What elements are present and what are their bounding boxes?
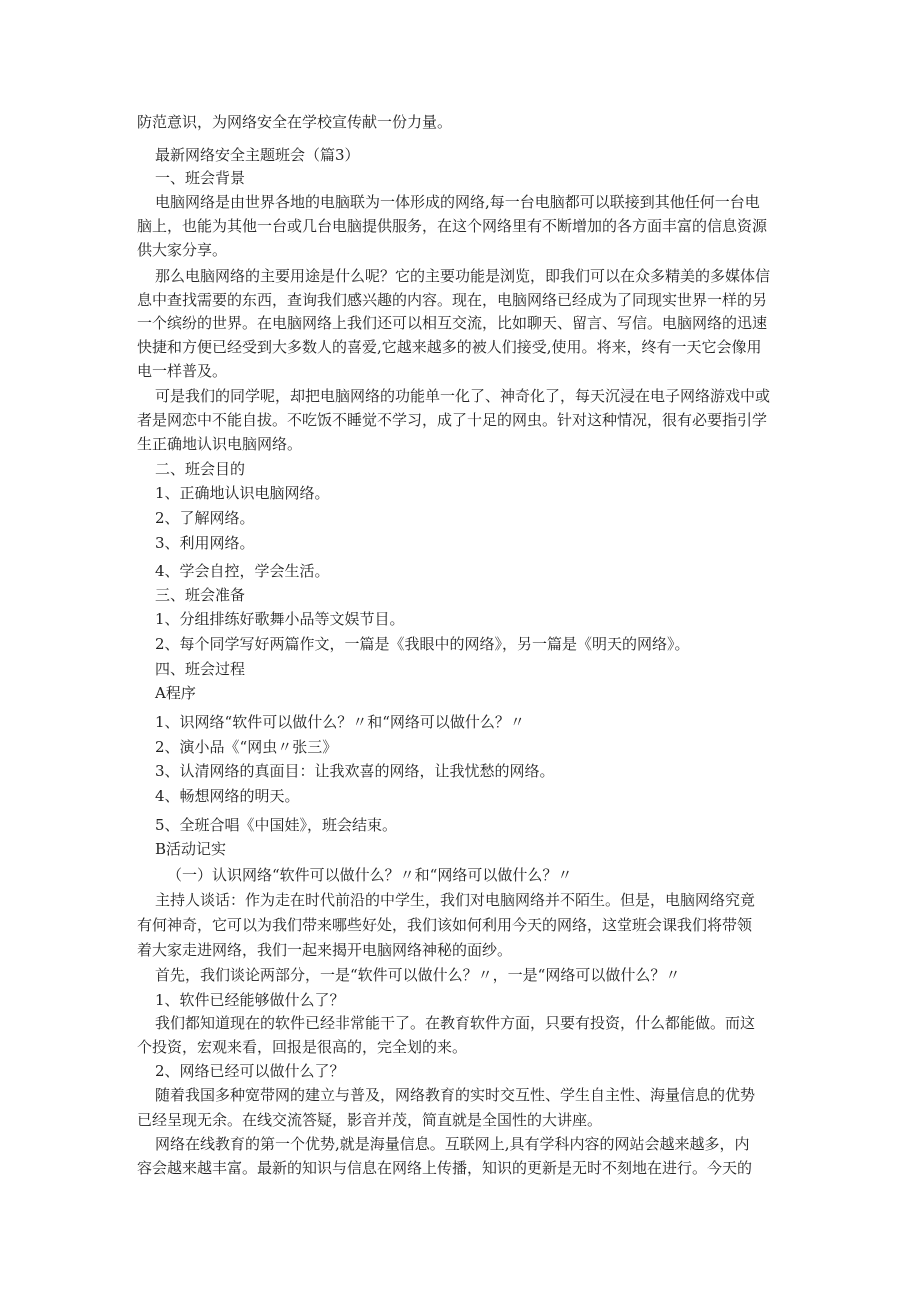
text-line: 者是网恋中不能自拔。不吃饭不睡觉不学习，成了十足的网虫。针对这种情况，很有必要指引学 <box>137 411 768 429</box>
heading: 四、班会过程 <box>155 660 246 678</box>
list-item: 1、软件已经能够做什么了？ <box>155 991 345 1009</box>
heading: 一、班会背景 <box>155 169 246 187</box>
list-item: 3、认清网络的真面目：让我欢喜的网络，让我忧愁的网络。 <box>155 762 555 780</box>
list-item: 2、演小品《“网虫〃张三》 <box>155 738 338 756</box>
text-line: 我们都知道现在的软件已经非常能干了。在教育软件方面，只要有投资，什么都能做。而这 <box>155 1014 756 1032</box>
heading: 三、班会准备 <box>155 586 246 604</box>
text-line: 供大家分享。 <box>137 241 228 259</box>
list-item: 1、识网络“软件可以做什么？〃和“网络可以做什么？〃 <box>155 713 525 731</box>
text-line: 息中查找需要的东西，查询我们感兴趣的内容。现在，电脑网络已经成为了同现实世界一样的另 <box>137 291 768 309</box>
heading: 二、班会目的 <box>155 460 246 478</box>
text-line: 主持人谈话：作为走在时代前沿的中学生，我们对电脑网络并不陌生。但是，电脑网络究竟 <box>155 891 756 909</box>
subheading: （一）认识网络“软件可以做什么？〃和“网络可以做什么？〃 <box>167 866 573 884</box>
list-item: 1、正确地认识电脑网络。 <box>155 484 330 502</box>
list-item: 5、全班合唱《中国娃》，班会结束。 <box>155 816 398 834</box>
list-item: 1、分组排练好歌舞小品等文娱节目。 <box>155 610 405 628</box>
section-title: 最新网络安全主题班会（篇3） <box>155 146 360 164</box>
list-item: 2、网络已经可以做什么了？ <box>155 1062 345 1080</box>
text-line: 首先，我们谈论两部分，一是“软件可以做什么？〃，一是“网络可以做什么？〃 <box>155 966 681 984</box>
list-item: 4、畅想网络的明天。 <box>155 787 300 805</box>
text-line: 脑上，也能为其他一台或几台电脑提供服务，在这个网络里有不断增加的各方面丰富的信息资源 <box>137 217 768 235</box>
list-item: 2、每个同学写好两篇作文，一篇是《我眼中的网络》，另一篇是《明天的网络》。 <box>155 635 690 653</box>
text-line: 生正确地认识电脑网络。 <box>137 435 303 453</box>
text-line: 一个缤纷的世界。在电脑网络上我们还可以相互交流，比如聊天、留言、写信。电脑网络的迅速 <box>137 314 768 332</box>
text-line: 快捷和方便已经受到大多数人的喜爱,它越来越多的被人们接受,使用。将来，终有一天它会像用 <box>137 338 762 356</box>
text-line: 有何神奇，它可以为我们带来哪些好处，我们该如何利用今天的网络，这堂班会课我们将带领 <box>137 916 753 934</box>
list-item: 3、利用网络。 <box>155 534 255 552</box>
text-line: 电一样普及。 <box>137 362 228 380</box>
list-item: 2、了解网络。 <box>155 509 255 527</box>
text-line: 网络在线教育的第一个优势,就是海量信息。互联网上,具有学科内容的网站会越来越多，内 <box>155 1135 750 1153</box>
subheading: B活动记实 <box>155 840 227 858</box>
text-line: 着大家走进网络，我们一起来揭开电脑网络神秘的面纱。 <box>137 941 513 959</box>
text-line: 已经呈现无余。在线交流答疑，影音并茂，简直就是全国性的大讲座。 <box>137 1111 603 1129</box>
text-line: 个投资，宏观来看，回报是很高的，完全划的来。 <box>137 1038 468 1056</box>
text-line: 那么电脑网络的主要用途是什么呢？它的主要功能是浏览，即我们可以在众多精美的多媒体信 <box>155 267 771 285</box>
subheading: A程序 <box>155 684 196 702</box>
text-line: 可是我们的同学呢，却把电脑网络的功能单一化了、神奇化了，每天沉浸在电子网络游戏中或 <box>155 387 771 405</box>
text-line: 容会越来越丰富。最新的知识与信息在网络上传播，知识的更新是无时不刻地在进行。今天的 <box>137 1159 753 1177</box>
list-item: 4、学会自控，学会生活。 <box>155 562 330 580</box>
text-line: 防范意识，为网络安全在学校宣传献一份力量。 <box>137 113 453 131</box>
text-line: 电脑网络是由世界各地的电脑联为一体形成的网络,每一台电脑都可以联接到其他任何一台电 <box>155 193 760 211</box>
text-line: 随着我国多种宽带网的建立与普及，网络教育的实时交互性、学生自主性、海量信息的优势 <box>155 1086 756 1104</box>
